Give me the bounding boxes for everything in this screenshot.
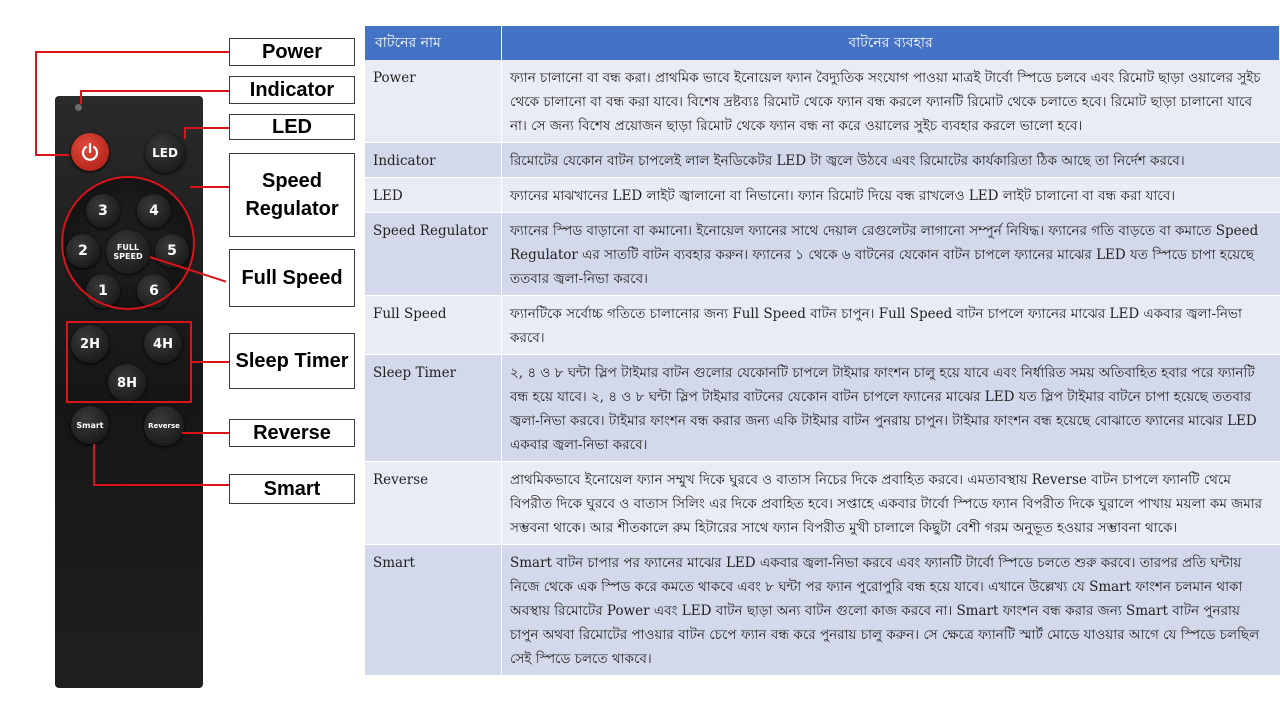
row-desc: রিমোটের যেকোন বাটন চাপলেই লাল ইনডিকেটর LED টা জ্বলে উঠবে এবং রিমোটের কার্যকারিতা ঠিক আছে তা নির্দেশ করবে। (502, 143, 1280, 178)
callout-indicator (229, 76, 355, 104)
smart-callout-line (93, 444, 95, 486)
indicator-callout-line (80, 90, 82, 104)
table-row (365, 462, 1280, 545)
timer-8h-label: 8H (117, 375, 137, 391)
timer-4h-label: 4H (153, 336, 173, 352)
row-name: Full Speed (365, 296, 502, 355)
speed-2-label: 2 (78, 243, 88, 259)
speed-6-label: 6 (149, 283, 159, 299)
table-row (365, 143, 1280, 178)
smart-button (71, 406, 109, 444)
reverse-button (144, 406, 184, 446)
callout-led-label: LED (272, 116, 312, 138)
table-row (365, 545, 1280, 676)
indicator-callout-line (80, 90, 230, 92)
callout-power-label: Power (261, 41, 323, 63)
power-button (71, 133, 109, 171)
power-callout-line (35, 51, 37, 156)
speed-regulator-outline (61, 176, 195, 310)
callout-sleep-timer (229, 333, 355, 389)
row-name: LED (365, 178, 502, 213)
sleep-timer-outline (66, 321, 192, 403)
reverse-button-label: Reverse (148, 422, 180, 430)
table-row (365, 355, 1280, 462)
indicator-light (75, 104, 82, 111)
button-usage-table (365, 26, 1280, 676)
callout-speed-regulator (229, 153, 355, 237)
led-button (145, 133, 185, 173)
callout-speed-regulator-label: Speed Regulator (245, 170, 339, 220)
smart-button-label: Smart (76, 420, 104, 430)
table-row (365, 296, 1280, 355)
power-icon (80, 142, 100, 162)
table-row (365, 213, 1280, 296)
speed-3-label: 3 (98, 203, 108, 219)
timer-2h-label: 2H (80, 336, 100, 352)
header-button-name: বাটনের নাম (365, 26, 502, 60)
power-callout-line (35, 51, 230, 53)
row-name: Speed Regulator (365, 213, 502, 296)
row-name: Power (365, 60, 502, 143)
row-desc: ২, ৪ ও ৮ ঘন্টা স্লিপ টাইমার বাটন গুলোর যেকোনটি চাপলে টাইমার ফাংশন চালু হয়ে যাবে এবং নির্ধারিত সময় অতিবাহিত হবার পরে ফ্যানটি বন্ধ হয়ে যাবে। ২, ৪ ও ৮ ঘন্টা স্লিপ টাইমার বাটনের যেকোন বাটন চাপলে ফ্যানের মাঝের LED যত স্লিপ টাইমার বাটনে চাপা হয়েছে ততবার জ্বলা-নিভা করবে। টাইমার ফাংশন বন্ধ করার জন্য একি টাইমার বাটন পুনরায় চাপুন। টাইমার ফাংশন বন্ধ হয়েছে বোঝাতে ফ্যানের মাঝের LED একবার জ্বলা-নিভা করবে। (502, 355, 1280, 462)
led-button-label: LED (152, 146, 178, 160)
row-desc: Smart বাটন চাপার পর ফ্যানের মাঝের LED একবার জ্বলা-নিভা করবে এবং ফ্যানটি টার্বো স্পিডে চলতে শুরু করবে। তারপর প্রতি ঘন্টায় নিজে থেকে এক স্পিড করে কমতে থাকবে এবং ৮ ঘন্টা পর ফ্যান পুরোপুরি বন্ধ হয়ে যাবে। এখানে উল্লেখ্য যে Smart ফাংশন চলমান থাকা অবস্থায় রিমোটের Power এবং LED বাটন ছাড়া অন্য বাটন গুলো কাজ করবে না। Smart ফাংশন বন্ধ করার জন্য Smart বাটন পুনরায় চাপুন অথবা রিমোটের পাওয়ার বাটন চেপে ফ্যান বন্ধ করে পুনরায় চালু করুন। সে ক্ষেত্রে ফ্যানটি স্মার্ট মোডে যাওয়ার আগে যে স্পিডে চলছিল সেই স্পিডে চলতে থাকবে। (502, 545, 1280, 676)
full-speed-label-line2: SPEED (113, 252, 143, 261)
smart-callout-line (93, 484, 230, 486)
row-name: Sleep Timer (365, 355, 502, 462)
speed-4-label: 4 (149, 203, 159, 219)
row-desc: ফ্যানটিকে সর্বোচ্চ গতিতে চালানোর জন্য Full Speed বাটন চাপুন। Full Speed বাটন চাপলে ফ্যানের মাঝের LED একবার জ্বলা-নিভা করবে। (502, 296, 1280, 355)
speed-5-label: 5 (167, 243, 177, 259)
table-row (365, 60, 1280, 143)
row-desc: ফ্যান চালানো বা বন্ধ করা। প্রাথমিক ভাবে ইনোয়েল ফ্যান বৈদ্যুতিক সংযোগ পাওয়া মাত্রই টার্বো স্পিডে চলবে এবং রিমোট ছাড়া ওয়ালের সুইচ থেকে চালানো বা বন্ধ করা যাবে। বিশেষ দ্রষ্টব্যঃ রিমোট থেকে ফ্যান বন্ধ করলে ফ্যানটি রিমোট থেকে চলাতে হবে। রিমোট ছাড়া চালানো যাবে না। সে জন্য বিশেষ প্রয়োজন ছাড়া রিমোট থেকে ফ্যান বন্ধ না করে ওয়ালের সুইচ ব্যবহার করলে ভালো হবে। (502, 60, 1280, 143)
row-desc: ফ্যানের মাঝখানের LED লাইট জ্বালানো বা নিভানো। ফ্যান রিমোট দিয়ে বন্ধ রাখলেও LED লাইট চালানো বা বন্ধ করা যাবে। (502, 178, 1280, 213)
callout-power (229, 38, 355, 66)
table-row (365, 178, 1280, 213)
callout-smart (229, 474, 355, 504)
callout-full-speed (229, 249, 355, 307)
sleep-timer-callout-line (192, 361, 230, 363)
row-desc: ফ্যানের স্পিড বাড়ানো বা কমানো। ইনোয়েল ফ্যানের সাথে দেয়াল রেগুলেটর লাগানো সম্পুর্ন নিষিদ্ধ। ফ্যানের গতি বাড়তে বা কমাতে Speed Regulator এর সাতটি বাটন ব্যবহার করুন। ফ্যানের ১ থেকে ৬ বাটনের যেকোন বাটন চাপলে ফ্যানের মাঝের LED যত স্পিডে চাপা হয়েছে ততবার জ্বলা-নিভা করবে। (502, 213, 1280, 296)
callout-full-speed-label: Full Speed (241, 267, 343, 289)
full-speed-label-line1: FULL (116, 243, 140, 252)
header-button-usage: বাটনের ব্যবহার (502, 26, 1280, 60)
led-callout-line (186, 127, 230, 129)
callout-indicator-label: Indicator (249, 79, 335, 101)
row-desc: প্রাথমিকভাবে ইনোয়েল ফ্যান সম্মুখ দিকে ঘুরবে ও বাতাস নিচের দিকে প্রবাহিত করবে। এমতাবস্থায় Reverse বাটন চাপলে ফ্যানটি থেমে বিপরীত দিকে ঘুরবে ও বাতাস সিলিং এর দিকে প্রবাহিত হবে। সপ্তাহে একবার টার্বো স্পিডে ফ্যান বিপরীত দিকে ঘুরালে পাখায় ময়লা কম জমার সম্ভবনা থাকে। আর শীতকালে রুম হিটারের সাথে ফ্যান বিপরীত মুখী চালালে কিছুটা বেশী গরম অনুভূত হওয়ার সম্ভাবনা থাকে। (502, 462, 1280, 545)
row-name: Smart (365, 545, 502, 676)
callout-led (229, 114, 355, 140)
callout-smart-label: Smart (263, 478, 321, 500)
callout-reverse (229, 419, 355, 447)
row-name: Reverse (365, 462, 502, 545)
callout-sleep-timer-label: Sleep Timer (235, 350, 349, 372)
reverse-callout-line (182, 432, 230, 434)
row-name: Indicator (365, 143, 502, 178)
callout-reverse-label: Reverse (253, 422, 331, 444)
led-callout-line (184, 127, 186, 139)
speed-1-label: 1 (98, 283, 108, 299)
speed-regulator-callout-line (190, 186, 230, 188)
power-callout-line (35, 154, 69, 156)
table-header-row (365, 26, 1280, 60)
